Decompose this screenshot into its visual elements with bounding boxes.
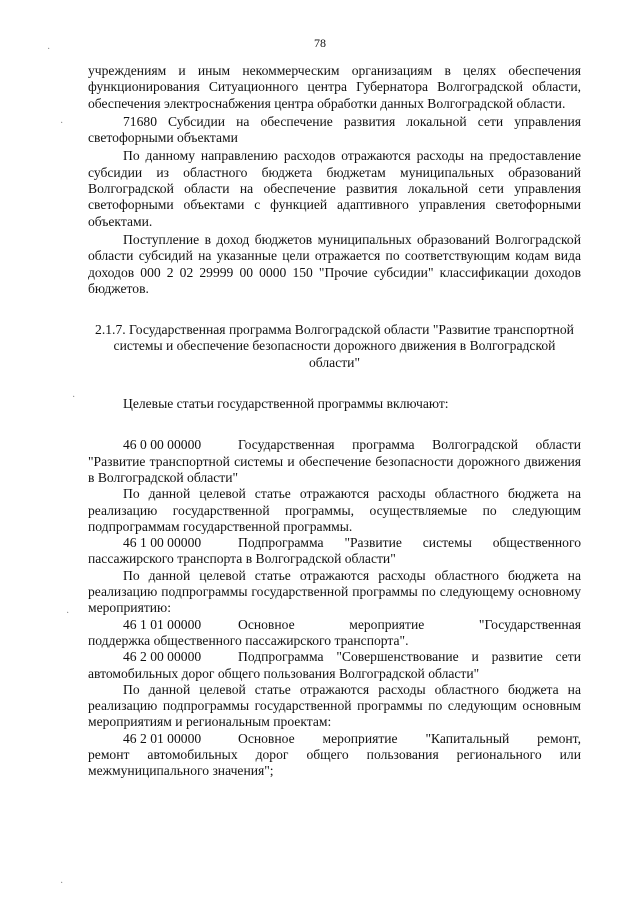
article-title-rest: "Развитие транспортной системы и обеспечение безопасности дорожного движения в Волгоградской области" bbox=[88, 453, 581, 485]
section-heading: 2.1.7. Государственная программа Волгоградской области "Развитие транспортной системы и обеспечение безопасности дорожного движения в Волгоградской области" bbox=[95, 322, 574, 370]
scan-mark: · bbox=[60, 118, 64, 129]
article-code: 46 1 00 00000 bbox=[123, 535, 202, 551]
article-description: По данной целевой статье отражаются расходы областного бюджета на реализацию подпрограммы государственной программы по следующему основному мероприятию: bbox=[88, 567, 581, 616]
target-article bbox=[88, 617, 581, 650]
article-title-start: Основное мероприятие "Капитальный ремонт, bbox=[238, 730, 581, 746]
article-title-start: Подпрограмма "Совершенствование и развитие сети bbox=[238, 649, 581, 665]
article-code: 46 2 01 00000 bbox=[123, 730, 202, 746]
intro-line: Целевые статьи государственной программы включают: bbox=[123, 396, 449, 412]
article-title-rest: поддержка общественного пассажирского транспорта". bbox=[88, 632, 409, 648]
document-body bbox=[88, 63, 581, 780]
article-description: По данной целевой статье отражаются расходы областного бюджета на реализацию государственной программы, осуществляемые по следующим подпрограммам государственной программы. bbox=[88, 486, 581, 534]
paragraph: По данному направлению расходов отражаются расходы на предоставление субсидии из областного бюджета бюджетам муниципальных образований Волгоградской области на обеспечение развития локальной сети управления светофорными объектами с функцией адаптивного управления светофорными объектами. bbox=[88, 148, 581, 229]
scan-mark: · bbox=[47, 44, 51, 55]
article-title-rest: автомобильных дорог общего пользования Волгоградской области" bbox=[88, 665, 480, 681]
article-title-start: Государственная программа Волгоградской области bbox=[238, 437, 581, 453]
article-title-start: Подпрограмма "Развитие системы общественного bbox=[238, 535, 581, 551]
paragraph: учреждениям и иным некоммерческим организациям в целях обеспечения функционирования Ситуационного центра Губернатора Волгоградской области, обеспечения электроснабжения центра обработки данных Волгоградской области. bbox=[88, 63, 581, 111]
article-title-rest: ремонт автомобильных дорог общего пользования регионального или межмуниципального значения"; bbox=[88, 746, 581, 779]
scan-mark: · bbox=[66, 608, 70, 619]
target-article bbox=[88, 437, 581, 486]
target-article bbox=[88, 731, 581, 780]
article-code: 46 0 00 00000 bbox=[123, 437, 202, 453]
scan-mark: · bbox=[72, 392, 76, 403]
article-code: 46 1 01 00000 bbox=[123, 616, 202, 632]
subsidy-code-line: 71680 Субсидии на обеспечение развития локальной сети управления светофорными объектами bbox=[88, 113, 581, 146]
target-article bbox=[88, 535, 581, 568]
article-title-rest: пассажирского транспорта в Волгоградской области" bbox=[88, 551, 396, 567]
target-article bbox=[88, 649, 581, 682]
article-description: По данной целевой статье отражаются расходы областного бюджета на реализацию подпрограммы государственной программы по следующим основным мероприятиям и региональным проектам: bbox=[88, 681, 581, 730]
article-title-start: Основное мероприятие "Государственная bbox=[238, 616, 581, 632]
article-code: 46 2 00 00000 bbox=[123, 649, 202, 665]
scan-mark: · bbox=[60, 878, 64, 889]
page-number: 78 bbox=[314, 36, 326, 50]
paragraph: Поступление в доход бюджетов муниципальных образований Волгоградской области субсидий на указанные цели отражается по соответствующим кодам вида доходов 000 2 02 29999 00 0000 150 "Прочие субсидии" классификации доходов бюджетов. bbox=[88, 231, 581, 296]
